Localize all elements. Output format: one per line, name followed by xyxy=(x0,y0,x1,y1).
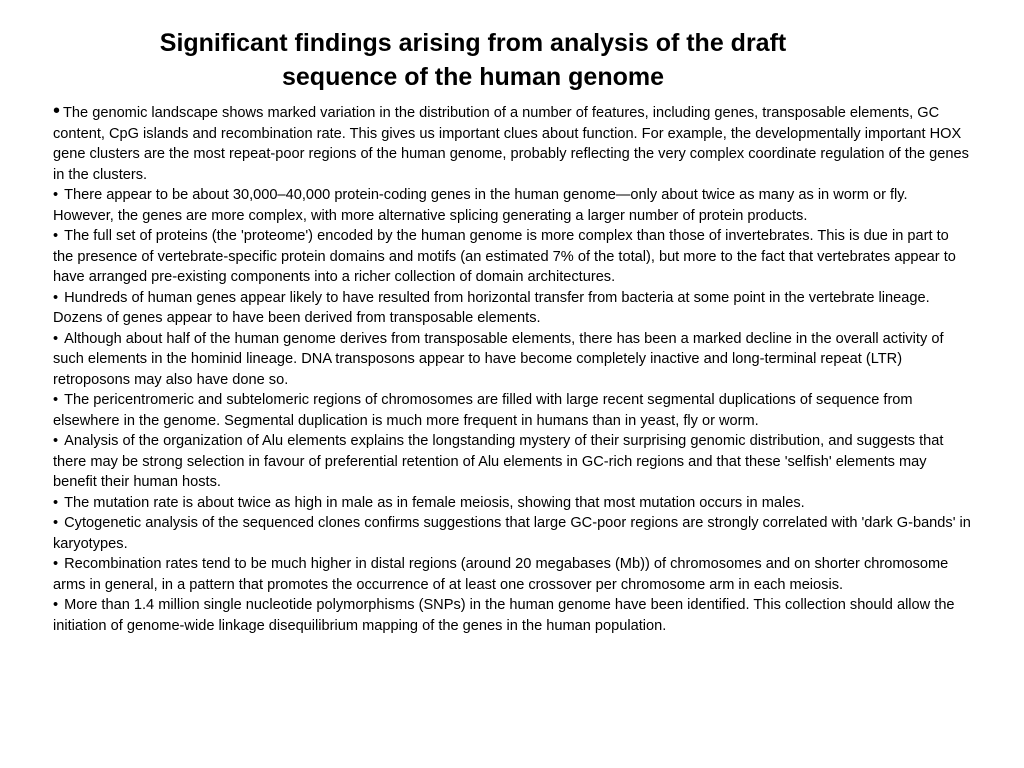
bullet-marker: • xyxy=(53,100,61,122)
finding-text-5: Although about half of the human genome derives from transposable elements, there has been a marked decline in the overall activity of such elements in the hominid lineage. DNA transposons appear to have become completely inactive and long-terminal repeat (LTR) retroposons may also have done so. xyxy=(53,330,944,388)
finding-text-4: Hundreds of human genes appear likely to have resulted from horizontal transfer from bacteria at some point in the vertebrate lineage. Dozens of genes appear to have been derived from transposable elements. xyxy=(53,289,930,326)
finding-text-6: The pericentromeric and subtelomeric regions of chromosomes are filled with large recent segmental duplications of sequence from elsewhere in the genome. Segmental duplication is much more frequent in humans than in yeast, fly or worm. xyxy=(53,392,913,429)
finding-item-10 xyxy=(53,554,971,595)
finding-item-1 xyxy=(53,100,971,185)
finding-text-7: Analysis of the organization of Alu elements explains the longstanding mystery of their surprising genomic distribution, and suggests that there may be strong selection in favour of preferential retention of Alu elements in GC-rich regions and that these 'selfish' elements may benefit their human hosts. xyxy=(53,433,944,490)
slide-title xyxy=(100,26,846,94)
finding-text-10: Recombination rates tend to be much higher in distal regions (around 20 megabases (Mb)) of chromosomes and on shorter chromosome arms in general, in a pattern that promotes the occurrence of at least one crossover per chromosome arm in each meiosis. xyxy=(53,556,949,593)
finding-item-7 xyxy=(53,431,971,493)
finding-item-2 xyxy=(53,185,971,226)
finding-text-9: Cytogenetic analysis of the sequenced clones confirms suggestions that large GC-poor regions are strongly correlated with 'dark G-bands' in karyotypes. xyxy=(53,515,971,552)
finding-item-9 xyxy=(53,513,971,554)
finding-item-11 xyxy=(53,595,971,636)
slide-title-line-1: Significant findings arising from analysis of the draft xyxy=(159,29,787,57)
slide-title-line-2: sequence of the human genome xyxy=(281,63,664,91)
finding-item-4 xyxy=(53,288,971,329)
bullet-marker: • xyxy=(53,392,59,408)
finding-text-2: There appear to be about 30,000–40,000 protein-coding genes in the human genome—only about twice as many as in worm or fly. However, the genes are more complex, with more alternative splicing generating a larger number of protein products. xyxy=(53,187,908,224)
finding-item-5 xyxy=(53,329,971,391)
bullet-marker: • xyxy=(53,494,59,511)
bullet-marker: • xyxy=(53,556,59,572)
finding-text-11: More than 1.4 million single nucleotide polymorphisms (SNPs) in the human genome have been identified. This collection should allow the initiation of genome-wide linkage disequilibrium mapping of the genes in the human population. xyxy=(53,597,955,634)
bullet-marker: • xyxy=(53,289,59,306)
findings-list xyxy=(53,100,971,636)
bullet-marker: • xyxy=(53,433,59,449)
bullet-marker: • xyxy=(53,187,59,203)
bullet-marker: • xyxy=(53,330,59,347)
bullet-marker: • xyxy=(53,597,59,613)
finding-item-8 xyxy=(53,493,971,514)
bullet-marker: • xyxy=(53,515,59,531)
finding-text-3: The full set of proteins (the 'proteome') encoded by the human genome is more complex than those of invertebrates. This is due in part to the presence of vertebrate-specific protein domains and motifs (an estimated 7% of the total), but more to the fact that vertebrates appear to have arranged pre-existing components into a richer collection of domain architectures. xyxy=(53,228,956,285)
finding-text-8: The mutation rate is about twice as high in male as in female meiosis, showing that most mutation occurs in males. xyxy=(64,494,805,511)
finding-item-6 xyxy=(53,390,971,431)
finding-item-3 xyxy=(53,226,971,288)
finding-text-1: The genomic landscape shows marked variation in the distribution of a number of features, including genes, transposable elements, GC content, CpG islands and recombination rate. This gives us important clues about function. For example, the developmentally important HOX gene clusters are the most repeat-poor regions of the human genome, probably reflecting the very complex coordinate regulation of the genes in the clusters. xyxy=(53,105,969,183)
bullet-marker: • xyxy=(53,228,59,244)
